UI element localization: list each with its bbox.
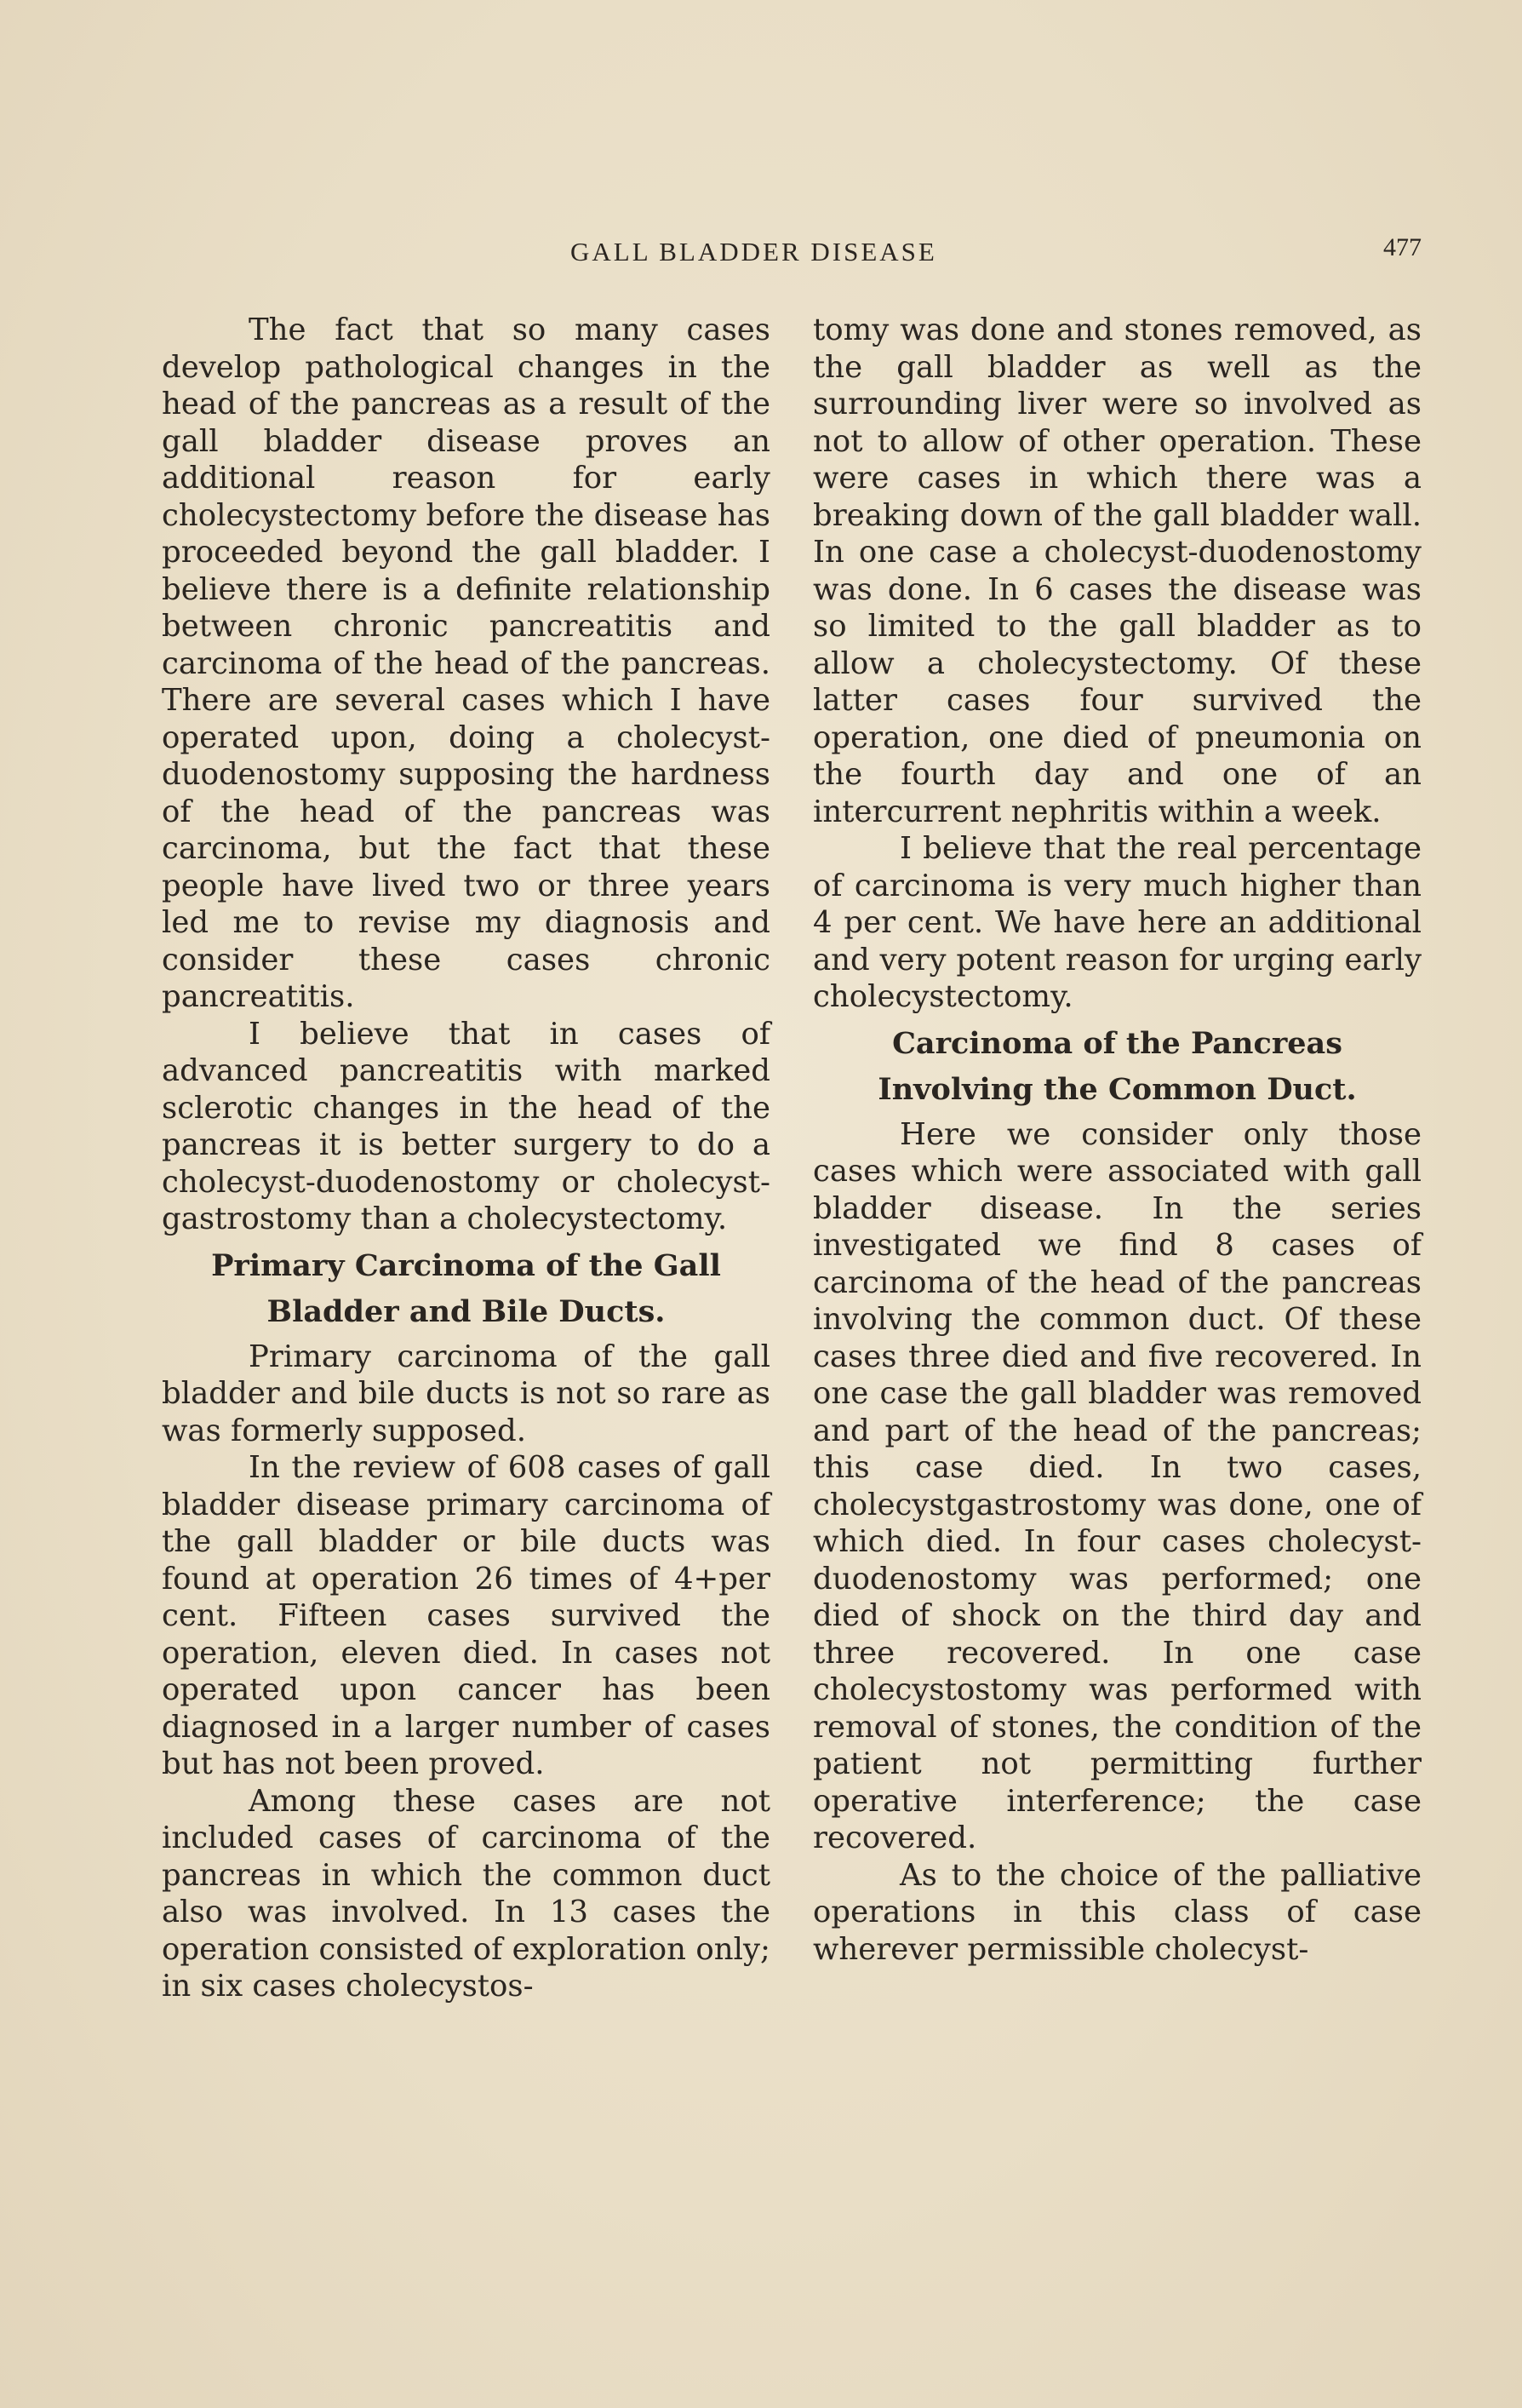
section-heading: Primary Carcinoma of the Gall Bladder and Bile Ducts. (211, 1247, 721, 1329)
paragraph: I believe that the real percentage of carcinoma is very much higher than 4 per cent. We have here an additional and very potent reason for urging early cholecystectomy. (813, 831, 1422, 1014)
paragraph: Among these cases are not included cases of carcinoma of the pancreas in which the common duct also was involved. In 13 cases the operation consisted of exploration only; in six cases cholecystos- (162, 1783, 770, 2004)
running-title: GALL BLADDER DISEASE (570, 237, 937, 267)
running-head (162, 233, 1422, 279)
paragraph: In the review of 608 cases of gall bladder disease primary carcinoma of the gall bladder or bile ducts was found at operation 26 times of 4+per cent. Fifteen cases survived the operation, eleven died. In cases not operated upon cancer has been diagnosed in a larger number of cases but has not been proved. (162, 1450, 770, 1781)
page-number: 477 (1383, 233, 1422, 261)
left-column (162, 312, 770, 2005)
right-column (813, 312, 1422, 1968)
paragraph: Primary carcinoma of the gall bladder and bile ducts is not so rare as was formerly supposed. (162, 1339, 770, 1448)
paragraph: The fact that so many cases develop pathological changes in the head of the pancreas as a result of the gall bladder disease proves an additional reason for early cholecystectomy before the disease has proceeded beyond the gall bladder. I believe there is a definite relationship between chronic pancreatitis and carcinoma of the head of the pancreas. There are several cases which I have operated upon, doing a cholecyst-duodenostomy supposing the hardness of the head of the pancreas was carcinoma, but the fact that these people have lived two or three years led me to revise my diagnosis and consider these cases chronic pancreatitis. (162, 312, 770, 1014)
section-heading: Carcinoma of the Pancreas Involving the Common Duct. (878, 1025, 1357, 1107)
paragraph-continued: tomy was done and stones removed, as the gall bladder as well as the surrounding liver were so involved as not to allow of other operation. These were cases in which there was a breaking down of the gall bladder wall. In one case a cholecyst-duodenostomy was done. In 6 cases the disease was so limited to the gall bladder as to allow a cholecystectomy. Of these latter cases four survived the operation, one died of pneumonia on the fourth day and one of an intercurrent nephritis within a week. (813, 312, 1422, 829)
paragraph: As to the choice of the palliative operations in this class of case wherever permissible cholecyst- (813, 1857, 1422, 1967)
paragraph: Here we consider only those cases which were associated with gall bladder disease. In the series investigated we find 8 cases of carcinoma of the head of the pancreas involving the common duct. Of these cases three died and five recovered. In one case the gall bladder was removed and part of the head of the pancreas; this case died. In two cases, cholecystgastrostomy was done, one of which died. In four cases cholecyst-duodenostomy was performed; one died of shock on the third day and three recovered. In one case cholecystostomy was performed with removal of stones, the condition of the patient not permitting further operative interference; the case recovered. (813, 1116, 1422, 1855)
paragraph: I believe that in cases of advanced pancreatitis with marked sclerotic changes in the head of the pancreas it is better surgery to do a cholecyst-duodenostomy or cholecyst-gastrostomy than a cholecystectomy. (162, 1016, 770, 1236)
